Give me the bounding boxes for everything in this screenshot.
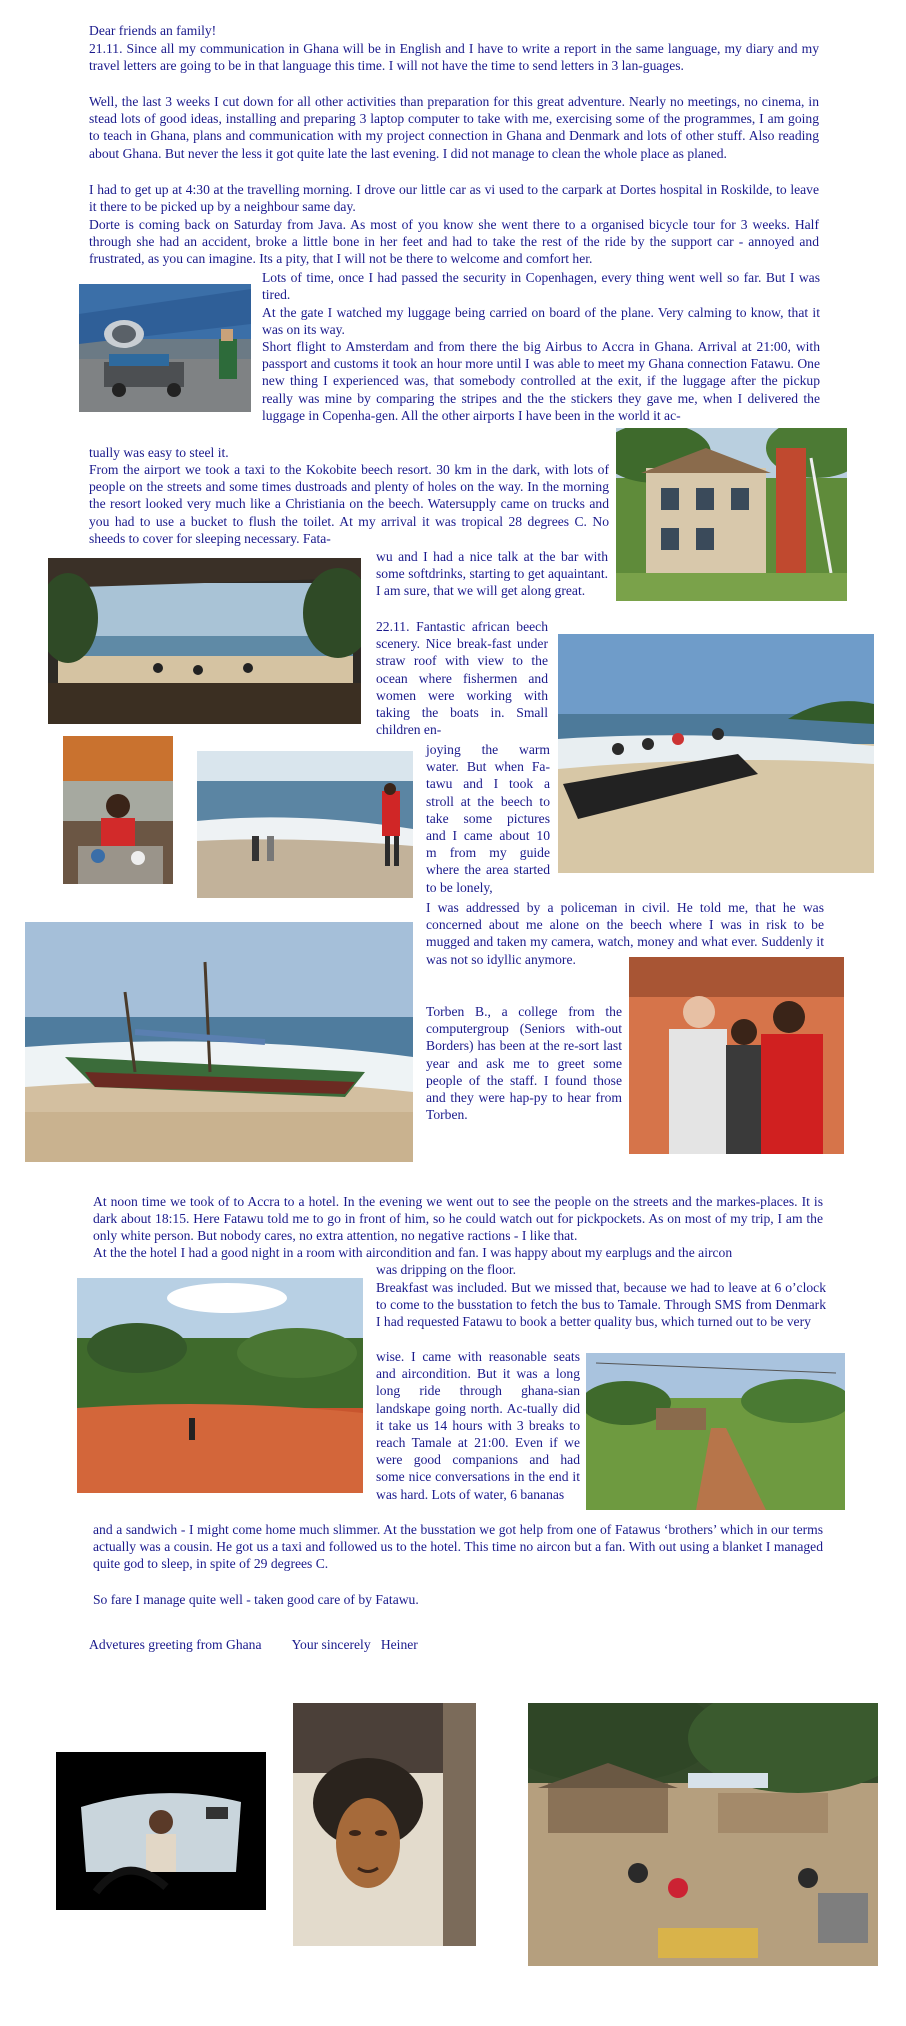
paragraph-dorte: Dorte is coming back on Saturday from Java. As most of you know she went there to a organised bicycle tour for 3 weeks. Half through she had an accident, broke a little bone in her feet and had to take the rest of the ride by the support car - annoyed and frustrated, as you can imagine. Its a pity, that I will not be there to welcome and comfort her. [89,217,819,267]
car-window-photo [56,1752,266,1910]
paragraph-bar: wu and I had a nice talk at the bar with some softdrinks, starting to get aquaintant. I am sure, that we will get along great. [376,549,608,599]
paragraph-stroll: joying the warm water. But when Fa-tawu and I took a stroll at the beech to take some pictures and I came about 10 m from my guide where the area started to be lonely, [426,742,550,895]
beach-children-photo [197,751,413,898]
paragraph-policeman: I was addressed by a policeman in civil. He told me, that he was concerned about me alone on the beech where I was in risk to be mugged and taken my camera, watch, money and what ever. Suddenly it was not so idyllic anymore. [426,900,824,967]
paragraph-hotel: At the the hotel I had a good night in a room with aircondition and fan. I was happy about my earplugs and the aircon [93,1245,733,1260]
paragraph-flight-end: tually was easy to steel it. [89,445,229,460]
resort-staff-photo [629,957,844,1154]
paragraph-security: Lots of time, once I had passed the security in Copenhagen, every thing went well so far. But I was tired. [262,270,820,303]
paragraph-gate: At the gate I watched my luggage being carried on board of the plane. Very calming to know, that it was on its way. [262,305,820,338]
paragraph-beach: 22.11. Fantastic african beech scenery. Nice break-fast under straw roof with view to the ocean where fishermen and women were working with taking the boats in. Small children en- [376,619,548,738]
paragraph-hotel-end: was dripping on the floor. [376,1262,517,1277]
fishermen-boat-photo [558,634,874,873]
carved-head-photo [293,1703,476,1946]
paragraph-breakfast: Breakfast was included. But we missed that, because we had to leave at 6 o’clock to come to the busstation to fetch the bus to Tamale. Through SMS from Denmark I had requested Fatawu to book a better quality bus, which turned out to be very [376,1280,826,1330]
painted-boat-photo [25,922,413,1162]
closing-signature: Advetures greeting from Ghana Your sincerely Heiner [89,1637,418,1652]
resort-house-photo [616,428,847,601]
paragraph-flight: Short flight to Amsterdam and from there the big Airbus to Accra in Ghana. Arrival at 21:00, with passport and customs it took an hour more until I was able to meet my Ghana connection Fatawu. One new thing I experienced was, that somebody controlled at the exit, if the luggage after the pickup really was mine by comparing the stripes and the the stickers they gave me, when I delivered the luggage in Copenha-gen. All the other airports I have been in the world it ac- [262,339,820,423]
paragraph-preparation: Well, the last 3 weeks I cut down for all other activities than preparation for this great adventure. Nearly no meetings, no cinema, in stead lots of good ideas, installing and preparing 3 laptop computer to take with me, exercising some of the programmes, I am going to teach in Ghana, plans and communication with my project connection in Ghana and Denmark and lots of other stuff. Also reading about Ghana. But never the less it got quite late the last evening. I did not manage to clean the whole place as planed. [89,94,819,161]
paragraph-tamale: and a sandwich - I might come home much slimmer. At the busstation we got help from one of Fatawus ‘brothers’ which in our terms actually was a cousin. He got us a taxi and followed us to the hotel. This time no aircon but a fan. With out using a blanket I managed quite god to sleep, in spite of 29 degrees C. [93,1522,823,1572]
red-dirt-road-photo [77,1278,363,1493]
village-road-photo [586,1353,845,1510]
paragraph-summary: So fare I manage quite well - taken good care of by Fatawu. [93,1592,419,1607]
breakfast-photo [63,736,173,884]
paragraph-accra: At noon time we took of to Accra to a hotel. In the evening we went out to see the people on the streets and the markes-places. It is dark about 18:15. Here Fatawu told me to go in front of him, so he could watch out for pickpockets. As on most of my trip, I am the only white person. But nobody cares, no extra attention, no negative ractions - I like that. [93,1194,823,1244]
paragraph-bus: wise. I came with reasonable seats and aircondition. But it was a long long ride through ghana-sian landskape going north. Ac-tually did it take us 14 hours with 3 breaks to reach Tamale at 21:00. Even if we were good companions and had some nice conversations in the end it was hard. Lots of water, 6 bananas [376,1349,580,1502]
beach-bar-photo [48,558,361,724]
paragraph-taxi: From the airport we took a taxi to the Kokobite beech resort. 30 km in the dark, with lots of people on the streets and some times dustroads and plenty of holes on the way. In the morning the resort looked very much like a Christiania on the beech. Watersupply came on trucks and you had to use a bucket to flush the toilet. At my arrival it was tropical 28 degrees C. No sheeds to cover for sleeping necessary. Fata- [89,462,609,546]
paragraph-torben: Torben B., a college from the computergroup (Seniors with-out Borders) has been at the re-sort last year and ask me to greet some people of the staff. I found those and they were hap-py to hear from Torben. [426,1004,622,1123]
salutation: Dear friends an family! [89,23,217,38]
paragraph-morning: I had to get up at 4:30 at the travelling morning. I drove our little car as vi used to the carpark at Dortes hospital in Roskilde, to leave it there to be picked up by a neighbour same day. [89,182,819,215]
paragraph-intro: 21.11. Since all my communication in Ghana will be in English and I have to write a report in the same language, my diary and my travel letters are going to be in that language this time. I will not have the time to send letters in 3 lan-guages. [89,41,819,74]
airplane-luggage-photo [79,284,251,412]
village-market-photo [528,1703,878,1966]
